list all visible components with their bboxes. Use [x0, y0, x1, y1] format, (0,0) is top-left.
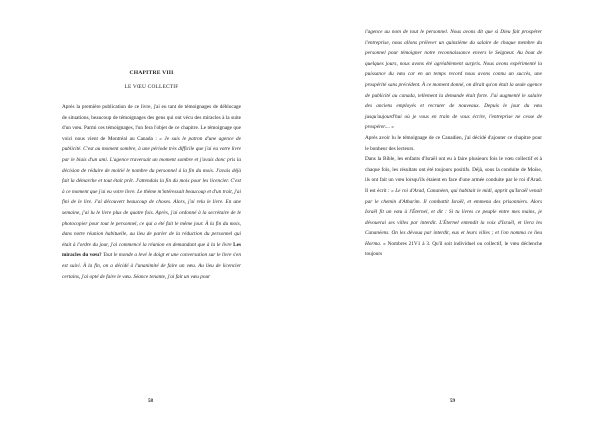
left-body-text — [62, 102, 241, 282]
bible-quote: « Le roi d'Arad, Cananéen, qui habitait le midi, apprit qu'Israël venait par le chemin d'Atharim. Il combattit Israël, et emmena des prisonniers. Alors Israël fit un vœu à l'Éternel, et dit : Si tu livres ce peuple entre mes mains, je dévouerai ses villes par interdit. L'Éternel entendit la voix d'Israël, et livra les Cananéens. On les dévoua par interdit, eux et leurs villes ; et l'on nomma ce lieu Horma. — [365, 187, 542, 247]
book-title-reference: Les miracles du vœu? — [62, 241, 242, 259]
intro-text: Après la première publication de ce livre, j'ai eu tant de témoignages de déblocage de situations, beaucoup de témoignages des gens qui ont vécu des miracles à la suite d'un vœu. Parmi ces témoignages, l'un fera l'objet de ce chapitre. Le témoignage que voici nous vient de Montréal au Canada : — [62, 104, 241, 142]
chapter-title: LE VŒU COLLECTIF — [124, 84, 179, 90]
page-number: 59 — [450, 399, 455, 404]
testimony-text: « Je suis le patron d'une agence de publicité. C'est au moment sombre, à une période très difficile que j'ai eu votre livre par le biais d'un ami. L'agence traversait un moment sombre et j'avais donc pris la décision de réduire de moitié le nombre du personnel à la fin du mois. J'avais déjà fait la démarche et tout était prêt. J'attendais la fin du mois pour les licencier. C'est à ce moment que j'ai eu votre livre. Le thème m'intéressait beaucoup et d'un trait, j'ai fini de le lire. J'ai découvert beaucoup de choses. Alors, j'ai relu le livre. En une semaine, j'ai lu le livre plus de quatre fois. Après, j'ai ordonné à la secrétaire de le photocopier pour tout le personnel, ce qui a été fait le même jour. À la fin du mois, dans notre réunion habituelle, au lieu de parler de la réduction du personnel qui était à l'ordre du jour, j'ai commencé la réunion en demandant que à la le livre — [62, 135, 242, 248]
paragraph — [62, 102, 241, 282]
right-page — [300, 0, 600, 424]
paragraph — [365, 154, 542, 260]
testimony-text-continued: Tout le monde a levé le doigt et une conversation sur le livre s'en est suivi. À la fin, on a décidé à l'unanimité de faire un vœu. Au lieu de licencier certains, j'ai opté de faire le vœu. Séance tenante, j'ai fait un vœu pour — [62, 252, 242, 280]
closing-text: Qu'il soit individuel ou collectif, le vœu déclenche toujours — [365, 240, 543, 258]
bible-context-text: Dans la Bible, les enfants d'Israël ont eu à faire plusieurs fois le vœu collectif et à chaque fois, les résultats ont été toujours positifs. Déjà, sous la conduite de Moïse, ils ont fait un vœu lorsqu'ils étaient en face d'une armée conduite par le roi d'Arad. Il est écrit : — [365, 156, 542, 194]
page-number: 58 — [148, 399, 153, 404]
bible-reference: » Nombres 21V1 à 3. — [383, 240, 431, 247]
testimony-paragraph: l'agence au nom de tout le personnel. Nous avons dit que si Dieu fait prospérer l'entreprise, nous allons prélever un quinzième du salaire de chaque membre du personnel pour témoigner notre reconnaissance envers le Seigneur. Au bout de quelques jours, nous avons été agréablement surpris. Nous avons expérimenté la puissance du vœu car en un temps record nous avons connu un succès, une prospérité sans précédent. À ce moment donné, on dirait qu'on était la seule agence de publicité au canada, tellement la demande était forte. J'ai augmenté le salaire des anciens employés et recruter de nouveaux. Depuis le jour du vœu jusqu'aujourd'hui où je vous en train de vous écrire, l'entreprise ne cesse de prospérer.... » — [365, 29, 542, 131]
paragraph: Après avoir lu le témoignage de ce Canadien, j'ai décidé d'ajouter ce chapitre pour le bonheur des lecteurs. — [365, 134, 542, 152]
chapter-heading: CHAPITRE VIII — [129, 70, 174, 76]
right-body-text — [365, 27, 542, 260]
